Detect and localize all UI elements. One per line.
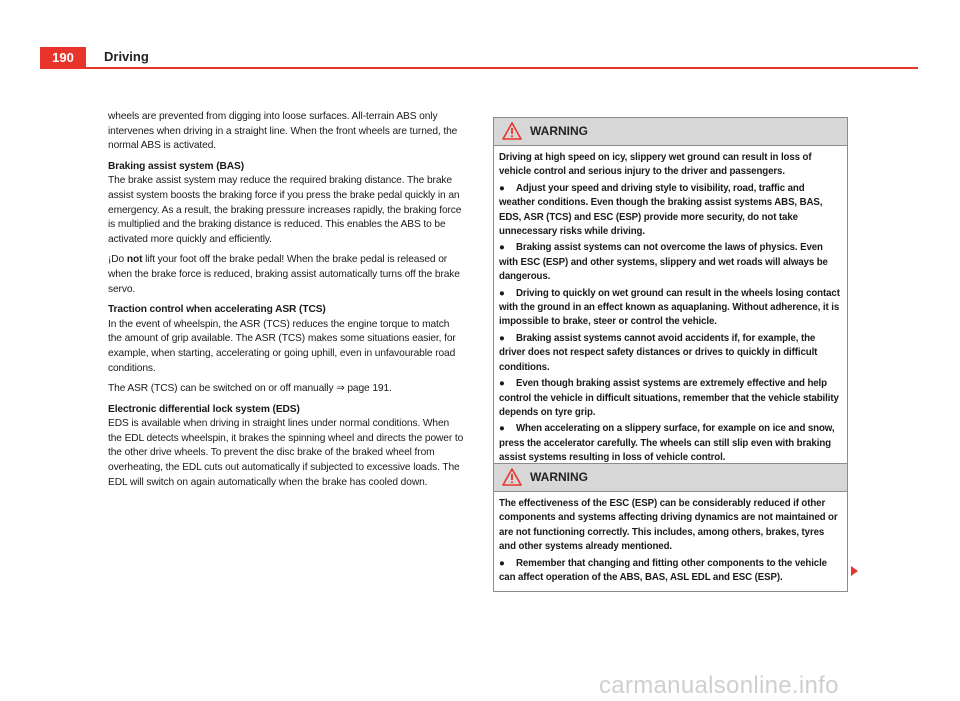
bullet-dot: ● xyxy=(499,423,505,435)
warning-box-esc-effectiveness xyxy=(493,463,848,592)
note-emphasis: not xyxy=(126,254,143,266)
warning-bullet: ● Adjust your speed and driving style to visibility, road, traffic and weather conditions. Even though the braking assist systems ABS, BAS, EDS, ASR (TCS) and ESC (ESP) provide more security, do not take unnecessary risks while driving. xyxy=(499,182,823,238)
page-number: 190 xyxy=(40,47,86,68)
brake-note xyxy=(108,253,464,297)
note-prefix: ¡Do xyxy=(108,254,127,266)
warning-bullet: ● Driving to quickly on wet ground can result in the wheels losing contact with the ground in an effect known as aquaplaning. Without adherence, it is impossible to brake, steer or control the vehicle. xyxy=(499,287,840,328)
warning-bullet: ● Even though braking assist systems are extremely effective and help control the vehicle in difficult situations, remember that the vehicle stability depends on tyre grip. xyxy=(499,378,839,418)
left-column xyxy=(108,110,464,496)
bullet-dot: ● xyxy=(499,287,505,299)
bas-paragraph: The brake assist system may reduce the required braking distance. The brake assist system boosts the braking force if you press the brake pedal quickly in an emergency. As a result, the braking pressure increases rapidly, the braking force is multiplied and the braking distance is reduced. This enables the ABS to be activated more quickly and efficiently. xyxy=(108,175,462,245)
warning-body xyxy=(494,146,847,472)
asr-paragraph: In the event of wheelspin, the ASR (TCS) reduces the engine torque to match the amount of grip available. The ASR (TCS) makes some situations easier, for example, when starting, accelerating or going uphill, even in unfavourable road conditions. xyxy=(108,318,456,374)
warning-triangle-icon xyxy=(502,468,522,486)
warning-title: WARNING xyxy=(530,124,588,138)
warning-title: WARNING xyxy=(530,470,588,484)
watermark: carmanualsonline.info xyxy=(599,672,839,699)
intro-paragraph: wheels are prevented from digging into loose surfaces. All-terrain ABS only intervenes when driving in a straight line. When the front wheels are turned, the normal ABS is activated. xyxy=(108,111,458,152)
warning-bullet: ● When accelerating on a slippery surface, for example on ice and snow, press the accelerator carefully. The wheels can still slip even with braking assist systems resulting in loss of vehicle control. xyxy=(499,423,835,464)
continue-arrow-icon xyxy=(851,566,858,576)
warning-body xyxy=(494,492,847,591)
warning-header xyxy=(494,464,847,492)
warning-intro: The effectiveness of the ESC (ESP) can be considerably reduced if other components and systems affecting driving dynamics are not maintained or are not functioning correctly. This includes, among others, brakes, tyres and other systems already mentioned. xyxy=(499,498,838,553)
header-rule xyxy=(40,67,918,69)
eds-heading: Electronic differential lock system (EDS) xyxy=(108,403,300,415)
bullet-dot: ● xyxy=(499,557,505,569)
asr-heading: Traction control when accelerating ASR (TCS) xyxy=(108,304,326,316)
warning-bullet: ● Remember that changing and fitting other components to the vehicle can affect operation of the ABS, BAS, ASL EDL and ESC (ESP). xyxy=(499,557,827,584)
warning-bullet: ● Braking assist systems can not overcome the laws of physics. Even with ESC (ESP) and other systems, slippery and wet roads will always be dangerous. xyxy=(499,242,828,283)
eds-paragraph: EDS is available when driving in straight lines under normal conditions. When the EDL detects wheelspin, it brakes the spinning wheel and directs the power to the other drive wheels. To prevent the disc brake of the braked wheel from overheating, the EDL cuts out automatically if subjected to excessive loads. The EDL will switch on again automatically when the brake has cooled down. xyxy=(108,418,464,488)
bullet-dot: ● xyxy=(499,378,505,390)
bullet-dot: ● xyxy=(499,242,505,254)
bullet-dot: ● xyxy=(499,182,505,194)
warning-box-driving-conditions xyxy=(493,117,848,473)
warning-bullet: ● Braking assist systems cannot avoid accidents if, for example, the driver does not respect safety distances or drives to quickly in difficult conditions. xyxy=(499,332,818,373)
note-rest: lift your foot off the brake pedal! When the brake pedal is released or when the brake force is reduced, braking assist automatically turns off the brake servo. xyxy=(108,254,460,295)
bas-heading: Braking assist system (BAS) xyxy=(108,160,245,172)
bullet-dot: ● xyxy=(499,332,505,344)
asr-switch-paragraph: The ASR (TCS) can be switched on or off manually ⇒ page 191. xyxy=(108,383,392,395)
warning-header xyxy=(494,118,847,146)
warning-triangle-icon xyxy=(502,122,522,140)
warning-intro: Driving at high speed on icy, slippery wet ground can result in loss of vehicle control and serious injury to the driver and passengers. xyxy=(499,152,812,178)
section-title: Driving xyxy=(104,49,149,64)
